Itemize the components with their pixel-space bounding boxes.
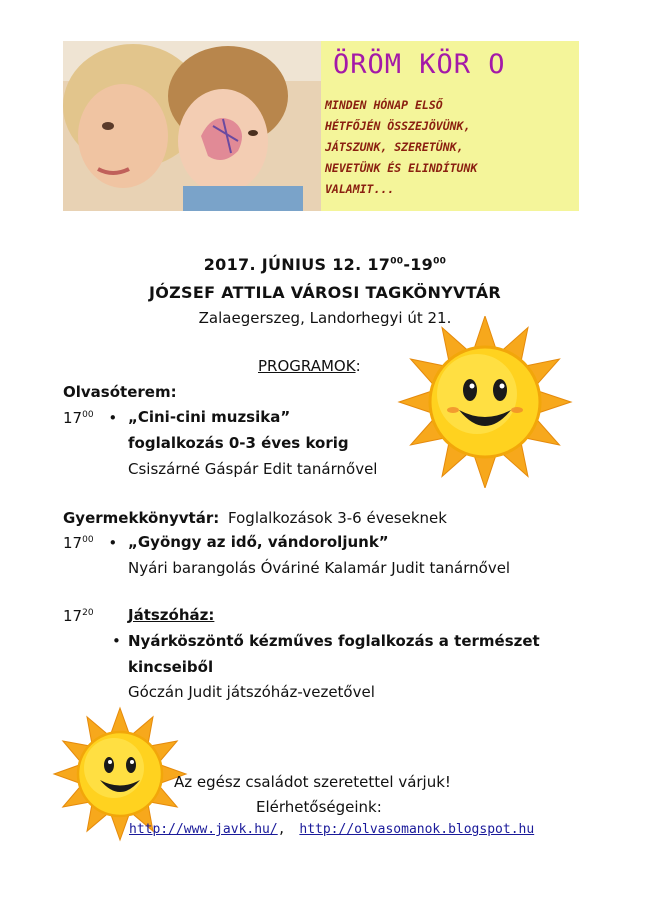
link-javk[interactable]: http://www.javk.hu/: [129, 822, 278, 837]
section3-title-line2: kincseiből: [128, 658, 214, 676]
contact-links: http://www.javk.hu/, http://olvasomanok.blogspot.hu: [129, 822, 535, 837]
tagline-line: VALAMIT...: [325, 182, 395, 196]
event-address: Zalaegerszeg, Landorhegyi út 21.: [198, 309, 452, 327]
tagline-line: HÉTFŐJÉN ÖSSZEJÖVÜNK,: [325, 119, 471, 133]
section1-subtitle: foglalkozás 0-3 éves korig: [128, 434, 349, 452]
link-olvasomanok[interactable]: http://olvasomanok.blogspot.hu: [299, 822, 535, 837]
section2-title: „Gyöngy az idő, vándoroljunk”: [128, 533, 389, 551]
section3-time: $17^{20}$: [63, 607, 94, 625]
contacts-label: Elérhetőségeink:: [256, 798, 382, 816]
tagline-line: NEVETÜNK ÉS ELINDÍTUNK: [325, 161, 478, 175]
section-label-gyermekkonyvtar: Gyermekkönyvtár: Foglalkozások 3-6 éveseknek: [63, 509, 447, 527]
tagline-line: JÁTSZUNK, SZERETÜNK,: [325, 140, 464, 154]
section-label-jatszohaz: Játszóház:: [128, 606, 215, 624]
brand-title: ÖRÖM KÖR O: [333, 49, 506, 80]
section3-title-line1: Nyárköszöntő kézműves foglalkozás a természet: [128, 632, 540, 650]
section2-time: $17^{00}$ •: [63, 534, 118, 552]
section1-host: Csiszárné Gáspár Edit tanárnővel: [128, 460, 378, 478]
mother-child-photo: [63, 41, 321, 211]
tagline-line: MINDEN HÓNAP ELSŐ: [325, 98, 443, 112]
header-banner: [63, 41, 579, 211]
event-venue: JÓZSEF ATTILA VÁROSI TAGKÖNYVTÁR: [149, 283, 501, 302]
welcome-text: Az egész családot szeretettel várjuk!: [174, 773, 451, 791]
section1-title: „Cini-cini muzsika”: [128, 408, 291, 426]
event-date: 2017. JÚNIUS 12. $17^{00}-19^{00}$: [203, 255, 447, 274]
programs-heading: PROGRAMOK:: [258, 357, 361, 375]
banner-tagline: [325, 95, 575, 200]
section3-bullet: •: [112, 632, 121, 650]
section2-host: Nyári barangolás Óváriné Kalamár Judit tanárnővel: [128, 559, 511, 577]
banner-text-panel: [321, 41, 579, 211]
section3-host: Góczán Judit játszóház-vezetővel: [128, 683, 375, 701]
section1-time: $17^{00}$ •: [63, 409, 118, 427]
sun-icon: [396, 316, 574, 488]
section-label-olvasoterem: Olvasóterem:: [63, 383, 177, 401]
